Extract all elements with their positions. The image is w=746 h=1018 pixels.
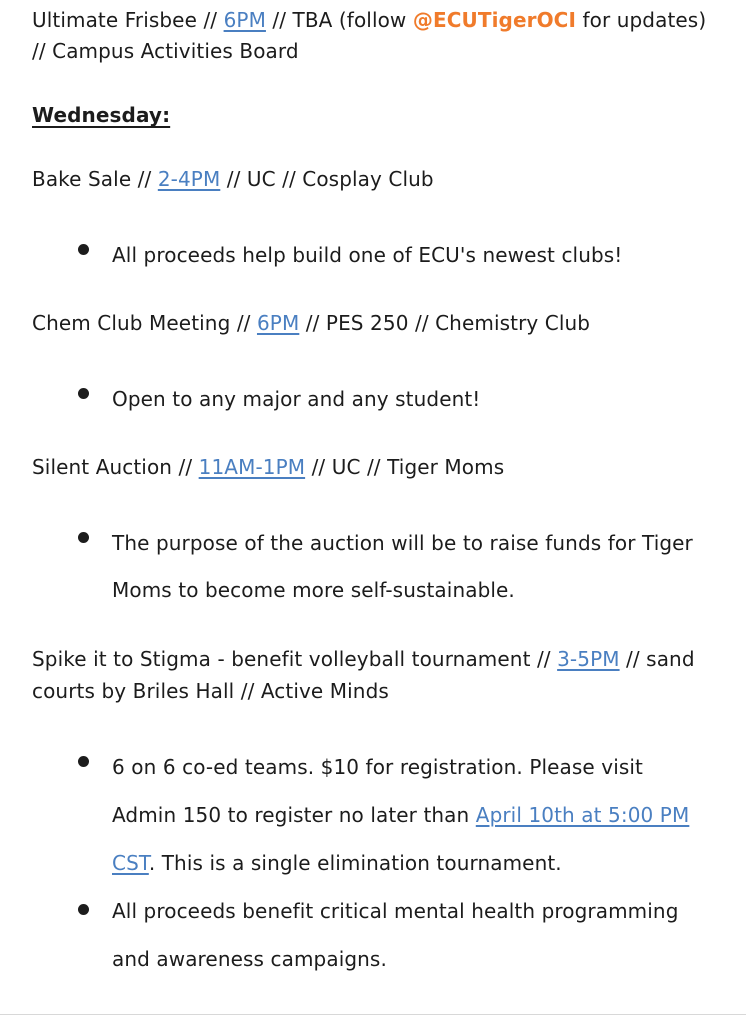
spike-title: Spike it to Stigma - benefit volleyball tournament // <box>32 647 558 671</box>
spike-bullet1-line3 <box>112 847 562 879</box>
day-heading: Wednesday: <box>32 103 171 127</box>
spike-register-text: Admin 150 to register no later than <box>112 803 476 827</box>
bake-sale-line <box>32 163 434 195</box>
bullet-dot-icon <box>78 388 89 399</box>
bottom-divider <box>0 1014 746 1015</box>
spike-bullet2-line1: All proceeds benefit critical mental health programming <box>112 899 679 923</box>
spike-location-start: // sand <box>619 647 695 671</box>
frisbee-event-line <box>32 4 706 36</box>
bake-sale-bullet: All proceeds help build one of ECU's newest clubs! <box>112 243 623 267</box>
spike-bullet2-line2: and awareness campaigns. <box>112 947 387 971</box>
bullet-dot-icon <box>78 904 89 915</box>
chem-club-details: // PES 250 // Chemistry Club <box>299 311 591 335</box>
spike-bullet1-line1: 6 on 6 co-ed teams. $10 for registration. Please visit <box>112 755 643 779</box>
auction-bullet-line2: Moms to become more self-sustainable. <box>112 578 515 602</box>
twitter-handle-link[interactable]: @ECUTigerOCI <box>412 8 577 32</box>
auction-time-link[interactable]: 11AM-1PM <box>198 455 306 479</box>
bake-sale-time-link[interactable]: 2-4PM <box>157 167 221 191</box>
bake-sale-details: // UC // Cosplay Club <box>220 167 434 191</box>
chem-club-line <box>32 307 590 339</box>
frisbee-host-line: // Campus Activities Board <box>32 39 299 63</box>
frisbee-updates-text: for updates) <box>576 8 707 32</box>
auction-bullet-line1: The purpose of the auction will be to raise funds for Tiger <box>112 531 693 555</box>
spike-line <box>32 643 695 675</box>
chem-club-title: Chem Club Meeting // <box>32 311 257 335</box>
frisbee-location: // TBA (follow <box>265 8 413 32</box>
spike-elimination-text: . This is a single elimination tournament. <box>148 851 562 875</box>
bullet-dot-icon <box>78 244 89 255</box>
auction-title: Silent Auction // <box>32 455 199 479</box>
deadline-timezone-link[interactable]: CST <box>112 851 149 875</box>
auction-details: // UC // Tiger Moms <box>305 455 505 479</box>
frisbee-time-link[interactable]: 6PM <box>223 8 266 32</box>
frisbee-title: Ultimate Frisbee // <box>32 8 224 32</box>
bullet-dot-icon <box>78 756 89 767</box>
bake-sale-title: Bake Sale // <box>32 167 158 191</box>
deadline-date-link[interactable]: April 10th at 5:00 PM <box>475 803 690 827</box>
spike-bullet1-line2 <box>112 799 689 831</box>
bullet-dot-icon <box>78 532 89 543</box>
chem-club-time-link[interactable]: 6PM <box>256 311 300 335</box>
spike-location-line: courts by Briles Hall // Active Minds <box>32 679 389 703</box>
chem-club-bullet: Open to any major and any student! <box>112 387 481 411</box>
auction-line <box>32 451 504 483</box>
spike-time-link[interactable]: 3-5PM <box>557 647 620 671</box>
